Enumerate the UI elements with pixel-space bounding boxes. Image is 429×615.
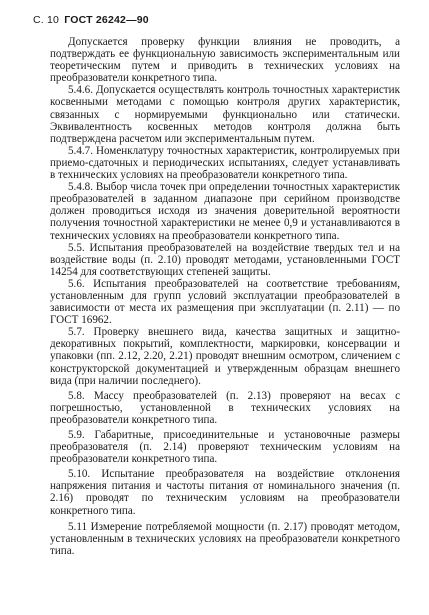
paragraph-function-check: Допускается проверку функции влияния не проводить, а подтверждать ее функциональную зависимость экспериментальным или теоретическим путем и приводить в технических условиях на преобразователи конкретного типа. [50,36,400,85]
paragraph-5-4-7: 5.4.7. Номенклатуру точностных характеристик, контролируемых при приемо-сдаточных и периодических испытаниях, следует устанавливать в технических условиях на преобразователи конкретного типа. [50,144,400,182]
paragraph-5-4-6: 5.4.6. Допускается осуществлять контроль точностных характеристик косвенными методами с помощью контроля других характеристик, связанных с нормируемыми функционально или статически. Эквивалентность косвенных методов контроля должна быть подтверждена расчетом или экспериментальным путем. [50,84,400,145]
paragraph-5-8: 5.8. Массу преобразователей (п. 2.13) проверяют на весах с погрешностью, установленной в технических условиях на преобразователи конкретного типа. [50,389,400,426]
paragraph-5-10: 5.10. Испытание преобразователя на воздействие отклонения напряжения питания и частоты питания от номинального значения (п. 2.16) проводят по техническим условиям на преобразователи конкретного типа. [50,468,400,517]
paragraph-5-6: 5.6. Испытания преобразователей на соответствие требованиям, установленным для групп условий эксплуатации преобразователей в зависимости от места их размещения при эксплуатации (п. 2.11) — по ГОСТ 16962. [50,277,400,327]
standard-code: ГОСТ 26242—90 [64,14,149,26]
paragraph-5-11: 5.11 Измерение потребляемой мощности (п. 2.17) проводят методом, установленным в технических условиях на преобразователи конкретного типа. [50,520,400,557]
page-header [33,14,149,26]
document-body [50,36,400,557]
paragraph-5-5: 5.5. Испытания преобразователей на воздействие твердых тел и на воздействие воды (п. 2.10) проводят методами, установленными ГОСТ 14254 для соответствующих степеней защиты. [50,241,400,278]
page-number: С. 10 [33,14,60,26]
paragraph-5-4-8: 5.4.8. Выбор числа точек при определении точностных характеристик преобразователей в заданном диапазоне при серийном производстве должен проводиться исходя из значения доверительной вероятности получения точностной характеристики не менее 0,9 и устанавливаются в технических условиях на преобразователи конкретного типа. [50,181,400,242]
paragraph-5-9: 5.9. Габаритные, присоединительные и установочные размеры преобразователя (п. 2.14) проверяют техническим условиям на преобразователи конкретного типа. [50,429,400,466]
paragraph-5-7: 5.7. Проверку внешнего вида, качества защитных и защитно-декоративных покрытий, комплектности, маркировки, консервации и упаковки (пп. 2.12, 2.20, 2.21) проводят внешним осмотром, сличением с конструкторской документацией и утвержденным образцам внешнего вида (при наличии последнего). [50,326,400,387]
